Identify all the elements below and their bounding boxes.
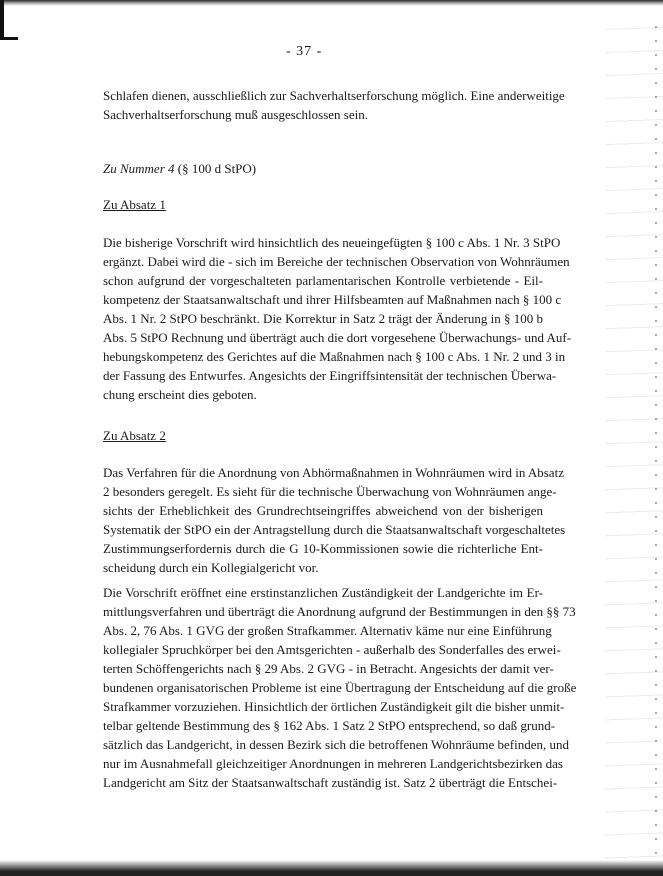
text-line: Die bisherige Vorschrift wird hinsichtlich des neueingefügten § 100 c Abs. 1 Nr. 3 StPO: [103, 235, 561, 250]
text-line: Das Verfahren für die Anordnung von Abhörmaßnahmen in Wohnräumen wird in Absatz: [103, 465, 564, 480]
text-line: Strafkammer vorzuziehen. Hinsichtlich der örtlichen Zuständigkeit gilt die bisher unmit-: [103, 699, 565, 714]
scan-top-edge: [0, 0, 663, 6]
text-line: 2 besonders geregelt. Es sieht für die technische Überwachung von Wohnräumen ange-: [103, 484, 557, 499]
text-line: schon aufgrund der vorgeschalteten parlamentarischen Kontrolle verbietende - Eil-: [103, 273, 543, 288]
text-line: Abs. 1 Nr. 2 StPO beschränkt. Die Korrektur in Satz 2 trägt der Änderung in § 100 b: [103, 311, 543, 326]
page-number: - 37 -: [286, 44, 323, 59]
section-heading-label: Zu Nummer 4: [103, 161, 175, 176]
subheading-absatz-2: Zu Absatz 2: [103, 428, 166, 443]
text-line: kompetenz der Staatsanwaltschaft und ihrer Hilfsbeamten auf Maßnahmen nach § 100 c: [103, 292, 562, 307]
text-line: hebungskompetenz des Gerichtes auf die Maßnahmen nach § 100 c Abs. 1 Nr. 2 und 3 in: [103, 349, 566, 364]
text-line: Die Vorschrift eröffnet eine erstinstanzlichen Zuständigkeit der Landgerichte im Er-: [103, 585, 543, 600]
paragraph-intro: [103, 86, 565, 124]
text-line: Abs. 5 StPO Rechnung und überträgt auch die dort vorgesehene Überwachungs- und Auf-: [103, 330, 572, 345]
scan-corner-mark: [0, 0, 18, 40]
text-line: bundenen organisatorischen Probleme ist eine Übertragung der Entscheidung auf die große: [103, 680, 577, 695]
subheading-absatz-1: Zu Absatz 1: [103, 197, 166, 212]
text-line: kollegialer Spruchkörper bei den Amtsgerichten - außerhalb des Sonderfalles des erwei-: [103, 642, 561, 657]
text-line: Sachverhaltserforschung muß ausgeschlossen sein.: [103, 107, 368, 122]
section-heading: [103, 161, 256, 177]
scan-right-edge: [605, 20, 663, 860]
text-line: sichts der Erheblichkeit des Grundrechtseingriffes abweichend von der bisherigen: [103, 503, 543, 518]
text-line: scheidung durch ein Kollegialgericht vor.: [103, 560, 319, 575]
text-line: Zustimmungserfordernis durch die G 10-Kommissionen sowie die richterliche Ent-: [103, 541, 543, 556]
paragraph-absatz-1: [103, 233, 572, 404]
text-line: nur im Ausnahmefall gleichzeitiger Anordnungen in mehreren Landgerichtsbezirken das: [103, 756, 563, 771]
text-line: Landgericht am Sitz der Staatsanwaltschaft zuständig ist. Satz 2 überträgt die Entschei-: [103, 775, 558, 790]
text-line: sätzlich das Landgericht, in dessen Bezirk sich die betroffenen Wohnräume befinden, und: [103, 737, 569, 752]
text-line: Systematik der StPO ein der Antragstellung durch die Staatsanwaltschaft vorgeschaltetes: [103, 522, 566, 537]
text-line: telbar geltende Bestimmung des § 162 Abs. 1 Satz 2 StPO entsprechend, so daß grund-: [103, 718, 556, 733]
text-line: ergänzt. Dabei wird die - sich im Bereiche der technischen Observation von Wohnräumen: [103, 254, 570, 269]
section-heading-ref: (§ 100 d StPO): [174, 161, 257, 176]
text-line: chung erscheint dies geboten.: [103, 387, 257, 402]
paragraph-absatz-2a: [103, 463, 566, 577]
paragraph-absatz-2b: [103, 583, 577, 792]
text-line: Abs. 2, 76 Abs. 1 GVG der großen Strafkammer. Alternativ käme nur eine Einführung: [103, 623, 552, 638]
text-line: der Fassung des Entwurfes. Angesichts der Eingriffsintensität der technischen Überwa-: [103, 368, 557, 383]
text-line: terten Schöffengerichts nach § 29 Abs. 2 GVG - in Betracht. Angesichts der damit ver-: [103, 661, 554, 676]
scan-bottom-edge: [0, 860, 663, 876]
text-line: Schlafen dienen, ausschließlich zur Sachverhaltserforschung möglich. Eine anderweitige: [103, 88, 565, 103]
text-line: mittlungsverfahren und überträgt die Anordnung aufgrund der Bestimmungen in den §§ 73: [103, 604, 576, 619]
